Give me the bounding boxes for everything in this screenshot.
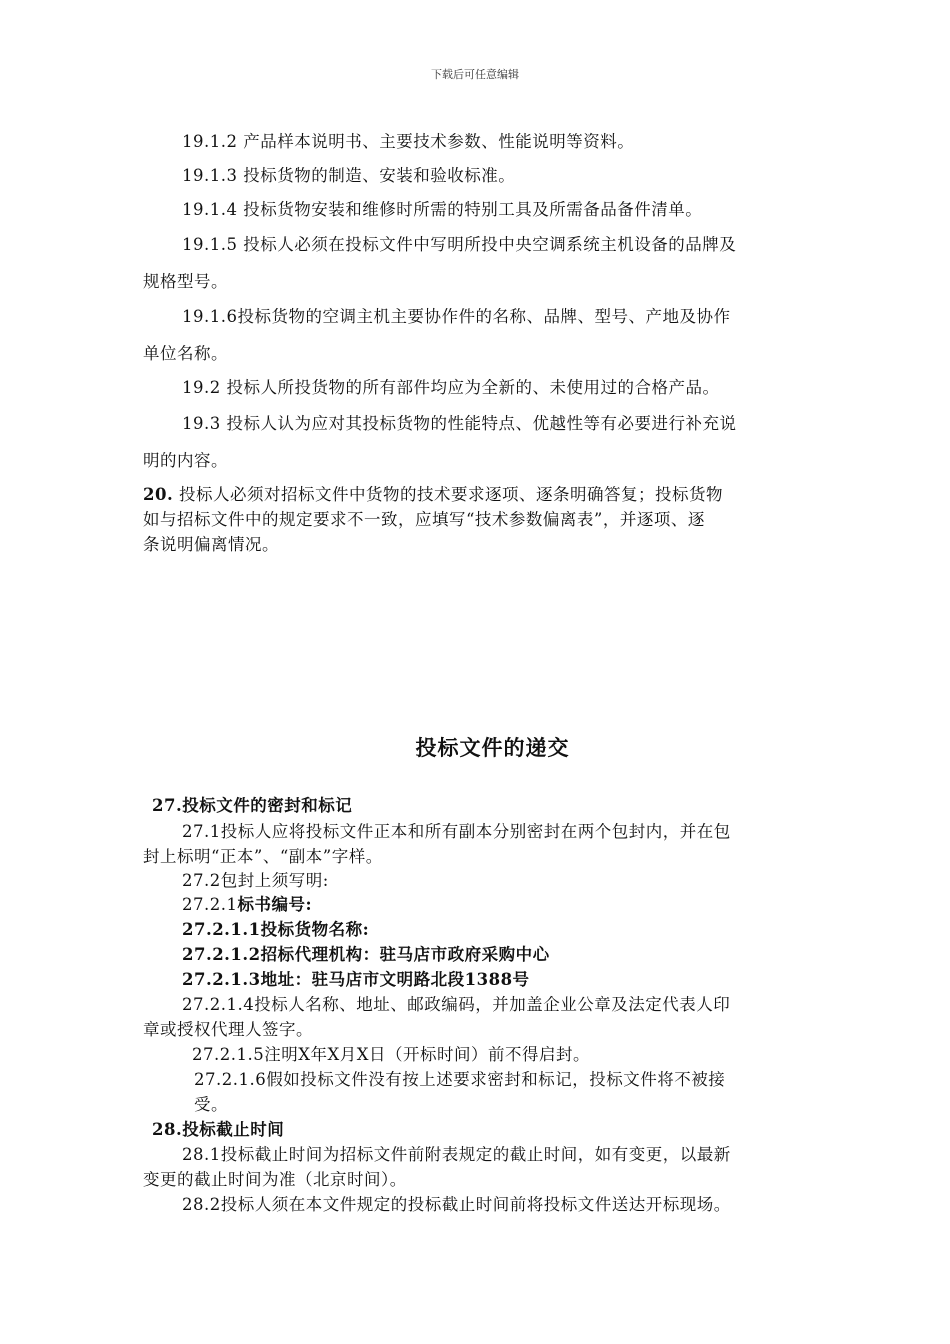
clause-27-2-1-6-line1: 27.2.1.6假如投标文件没有按上述要求密封和标记，投标文件将不被接 xyxy=(194,1070,726,1089)
clause-27-2-1-4-line1: 27.2.1.4投标人名称、地址、邮政编码，并加盖企业公章及法定代表人印 xyxy=(182,995,731,1014)
clause-20-text: 投标人必须对招标文件中货物的技术要求逐项、逐条明确答复；投标货物 xyxy=(178,485,723,504)
clause-20-line3: 条说明偏离情况。 xyxy=(143,535,279,554)
section-title: 投标文件的递交 xyxy=(415,735,570,760)
clause-20-line1 xyxy=(143,481,723,505)
clause-27-2-1-6-line2: 受。 xyxy=(194,1095,228,1114)
clause-27-2-1-5: 27.2.1.5注明X年X月X日（开标时间）前不得启封。 xyxy=(192,1045,590,1064)
clause-27-2-1-4-line2: 章或授权代理人签字。 xyxy=(143,1020,313,1039)
clause-27-2-1-label: 标书编号: xyxy=(237,895,313,914)
clause-19-1-5-line1: 19.1.5 投标人必须在投标文件中写明所投中央空调系统主机设备的品牌及 xyxy=(182,235,737,254)
clause-27-2: 27.2包封上须写明: xyxy=(182,871,329,890)
clause-19-1-6-line1: 19.1.6投标货物的空调主机主要协作件的名称、品牌、型号、产地及协作 xyxy=(182,307,731,326)
clause-19-1-3: 19.1.3 投标货物的制造、安装和验收标准。 xyxy=(182,166,516,185)
clause-28-1-line2: 变更的截止时间为准（北京时间）。 xyxy=(143,1170,407,1189)
clause-27-2-1-1: 27.2.1.1投标货物名称: xyxy=(182,920,370,939)
heading-27: 27.投标文件的密封和标记 xyxy=(152,796,353,815)
clause-20-line2: 如与招标文件中的规定要求不一致，应填写“技术参数偏离表”，并逐项、逐 xyxy=(143,510,705,529)
clause-19-3-line1: 19.3 投标人认为应对其投标货物的性能特点、优越性等有必要进行补充说 xyxy=(182,414,737,433)
clause-27-2-1 xyxy=(182,891,312,915)
clause-27-2-1-number: 27.2.1 xyxy=(182,895,238,914)
clause-28-2: 28.2投标人须在本文件规定的投标截止时间前将投标文件送达开标现场。 xyxy=(182,1195,731,1214)
clause-27-2-1-3: 27.2.1.3地址：驻马店市文明路北段1388号 xyxy=(182,970,530,989)
clause-19-1-6-line2: 单位名称。 xyxy=(143,344,228,363)
page-header: 下载后可任意编辑 xyxy=(431,68,519,81)
clause-27-1-line1: 27.1投标人应将投标文件正本和所有副本分别密封在两个包封内，并在包 xyxy=(182,822,731,841)
clause-19-2: 19.2 投标人所投货物的所有部件均应为全新的、未使用过的合格产品。 xyxy=(182,378,720,397)
clause-28-1-line1: 28.1投标截止时间为招标文件前附表规定的截止时间，如有变更，以最新 xyxy=(182,1145,731,1164)
clause-27-1-line2: 封上标明“正本”、“副本”字样。 xyxy=(143,847,383,866)
clause-20-number: 20. xyxy=(143,485,174,504)
clause-19-1-2: 19.1.2 产品样本说明书、主要技术参数、性能说明等资料。 xyxy=(182,132,635,151)
clause-19-3-line2: 明的内容。 xyxy=(143,451,228,470)
clause-27-2-1-2: 27.2.1.2招标代理机构：驻马店市政府采购中心 xyxy=(182,945,550,964)
clause-19-1-4: 19.1.4 投标货物安装和维修时所需的特别工具及所需备品备件清单。 xyxy=(182,200,703,219)
clause-19-1-5-line2: 规格型号。 xyxy=(143,272,228,291)
heading-28: 28.投标截止时间 xyxy=(152,1120,285,1139)
